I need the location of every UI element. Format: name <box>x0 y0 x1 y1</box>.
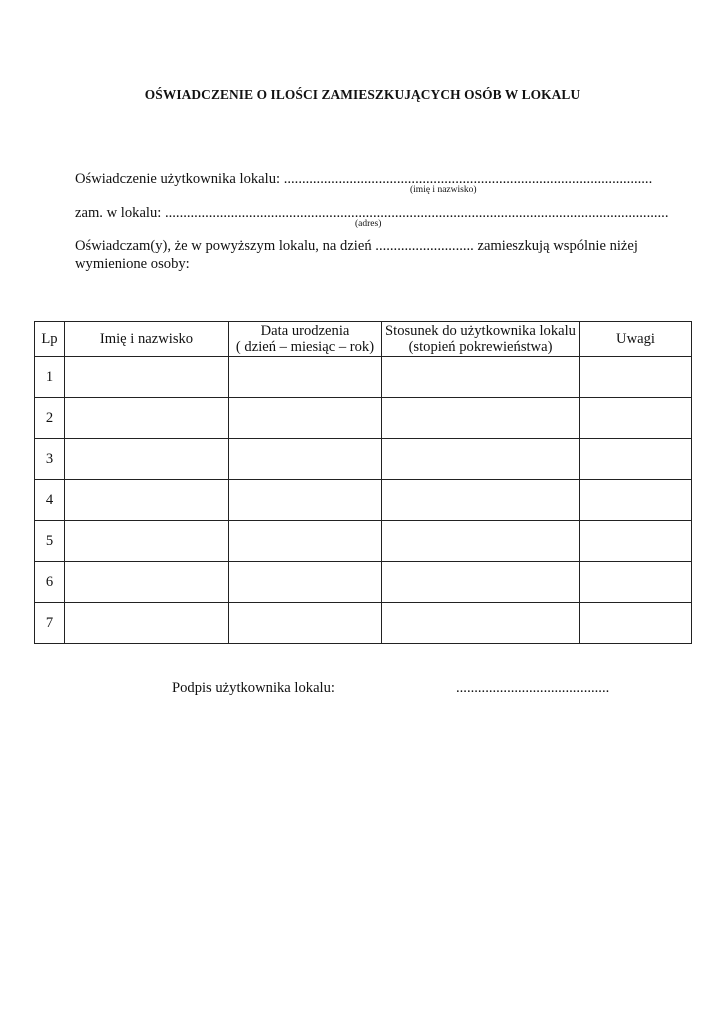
header-relation-line1: Stosunek do użytkownika lokalu <box>385 323 576 339</box>
table-row <box>35 603 692 644</box>
signature-field[interactable]: .......................................... <box>456 680 610 696</box>
birth-date-cell[interactable] <box>229 398 382 439</box>
birth-date-cell[interactable] <box>229 357 382 398</box>
header-relation-line2: (stopień pokrewieństwa) <box>408 339 553 355</box>
header-relation <box>382 322 580 357</box>
relation-cell[interactable] <box>382 521 580 562</box>
notes-cell[interactable] <box>580 480 692 521</box>
name-cell[interactable] <box>65 357 229 398</box>
document-title: OŚWIADCZENIE O ILOŚCI ZAMIESZKUJĄCYCH OSÓB W LOKALU <box>144 87 581 102</box>
header-notes: Uwagi <box>580 322 692 357</box>
table-header-row <box>35 322 692 357</box>
declaration-line-2: wymienione osoby: <box>75 256 190 272</box>
address-caption: (adres) <box>355 219 382 229</box>
name-cell[interactable] <box>65 439 229 480</box>
user-name-label: Oświadczenie użytkownika lokalu: <box>75 171 284 187</box>
row-number: 5 <box>35 521 65 562</box>
user-name-caption: (imię i nazwisko) <box>410 185 477 195</box>
birth-date-cell[interactable] <box>229 521 382 562</box>
birth-date-cell[interactable] <box>229 480 382 521</box>
notes-cell[interactable] <box>580 398 692 439</box>
notes-cell[interactable] <box>580 521 692 562</box>
declaration-line <box>75 238 638 255</box>
address-label: zam. w lokalu: <box>75 205 165 221</box>
name-cell[interactable] <box>65 398 229 439</box>
header-lp: Lp <box>35 322 65 357</box>
header-birth-date-line1: Data urodzenia <box>260 323 350 339</box>
name-cell[interactable] <box>65 603 229 644</box>
address-field[interactable]: .......................................................................................................................................... <box>164 205 669 221</box>
table-row <box>35 398 692 439</box>
relation-cell[interactable] <box>382 603 580 644</box>
header-birth-date <box>229 322 382 357</box>
row-number: 6 <box>35 562 65 603</box>
table-row <box>35 480 692 521</box>
user-name-line <box>75 171 652 188</box>
user-name-field[interactable]: ..................................................................................................... <box>283 171 653 187</box>
relation-cell[interactable] <box>382 398 580 439</box>
relation-cell[interactable] <box>382 480 580 521</box>
row-number: 3 <box>35 439 65 480</box>
header-name: Imię i nazwisko <box>65 322 229 357</box>
date-field[interactable]: ........................... <box>375 238 474 254</box>
declaration-text-a: Oświadczam(y), że w powyższym lokalu, na dzień <box>75 238 376 254</box>
relation-cell[interactable] <box>382 439 580 480</box>
row-number: 4 <box>35 480 65 521</box>
residents-table <box>34 321 692 644</box>
name-cell[interactable] <box>65 521 229 562</box>
table-row <box>35 439 692 480</box>
notes-cell[interactable] <box>580 562 692 603</box>
table-row <box>35 521 692 562</box>
signature-label: Podpis użytkownika lokalu: <box>172 680 335 696</box>
table-row <box>35 562 692 603</box>
declaration-text-b: zamieszkują wspólnie niżej <box>473 238 638 254</box>
header-birth-date-line2: ( dzień – miesiąc – rok) <box>235 339 375 355</box>
notes-cell[interactable] <box>580 439 692 480</box>
birth-date-cell[interactable] <box>229 562 382 603</box>
birth-date-cell[interactable] <box>229 439 382 480</box>
notes-cell[interactable] <box>580 603 692 644</box>
notes-cell[interactable] <box>580 357 692 398</box>
name-cell[interactable] <box>65 562 229 603</box>
relation-cell[interactable] <box>382 357 580 398</box>
row-number: 1 <box>35 357 65 398</box>
row-number: 2 <box>35 398 65 439</box>
row-number: 7 <box>35 603 65 644</box>
birth-date-cell[interactable] <box>229 603 382 644</box>
name-cell[interactable] <box>65 480 229 521</box>
relation-cell[interactable] <box>382 562 580 603</box>
table-row <box>35 357 692 398</box>
